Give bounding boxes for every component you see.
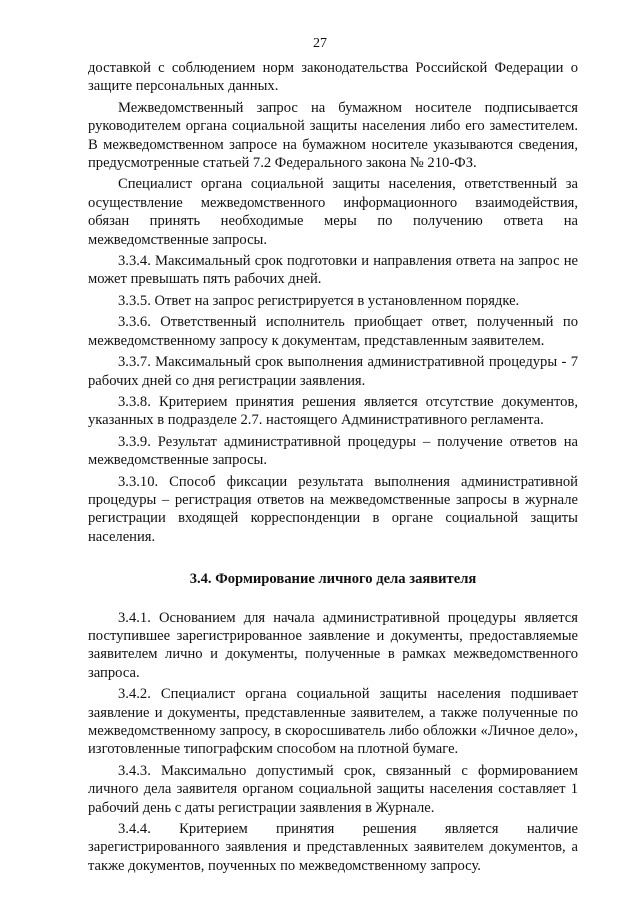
paragraph: 3.4.1. Основанием для начала административной процедуры является поступившее зарегистрированное заявление и документы, предоставляемые заявителем лично и документы, полученные в рамках межведомственного запроса. — [88, 609, 578, 681]
paragraph: 3.3.6. Ответственный исполнитель приобщает ответ, полученный по межведомственному запросу к документам, представленным заявителем. — [88, 314, 578, 349]
section-title: 3.4. Формирование личного дела заявителя — [189, 571, 477, 588]
document-body — [88, 59, 578, 875]
paragraph: 3.3.10. Способ фиксации результата выполнения административной процедуры – регистрация ответов на межведомственные запросы в журнале регистрации входящей корреспонденции в органе социальной защиты населения. — [88, 473, 578, 545]
paragraph: Межведомственный запрос на бумажном носителе подписывается руководителем органа социальной защиты населения либо его заместителем. В межведомственном запросе на бумажном носителе указываются сведения, предусмотренные статьей 7.2 Федерального закона № 210-ФЗ. — [88, 99, 578, 172]
page-number: 27 — [313, 36, 327, 51]
paragraph: Специалист органа социальной защиты населения, ответственный за осуществление межведомственного информационного взаимодействия, обязан принять необходимые меры по получению ответа на межведомственные запросы. — [88, 176, 578, 248]
paragraph: 3.3.4. Максимальный срок подготовки и направления ответа на запрос не может превышать пять рабочих дней. — [88, 253, 578, 288]
paragraph: 3.3.9. Результат административной процедуры – получение ответов на межведомственные запросы. — [88, 433, 578, 469]
paragraph: 3.3.5. Ответ на запрос регистрируется в установленном порядке. — [118, 292, 520, 309]
paragraph: 3.4.3. Максимально допустимый срок, связанный с формированием личного дела заявителя органом социальной защиты населения составляет 1 рабочий день с даты регистрации заявления в Журнале. — [88, 762, 578, 816]
paragraph: 3.3.7. Максимальный срок выполнения административной процедуры - 7 рабочих дней со дня регистрации заявления. — [88, 354, 578, 389]
paragraph: доставкой с соблюдением норм законодательства Российской Федерации о защите персональных данных. — [88, 60, 578, 95]
paragraph: 3.4.2. Специалист органа социальной защиты населения подшивает заявление и документы, представленные заявителем, а также полученные по межведомственному запросу, в скоросшиватель либо обложки «Личное дело», изготовленные типографским способом на плотной бумаге. — [88, 686, 578, 758]
paragraph: 3.3.8. Критерием принятия решения является отсутствие документов, указанных в подразделе 2.7. настоящего Административного регламента. — [88, 393, 578, 429]
paragraph: 3.4.4. Критерием принятия решения является наличие зарегистрированного заявления и представленных заявителем документов, а также документов, поученных по межведомственному запросу. — [88, 821, 578, 874]
